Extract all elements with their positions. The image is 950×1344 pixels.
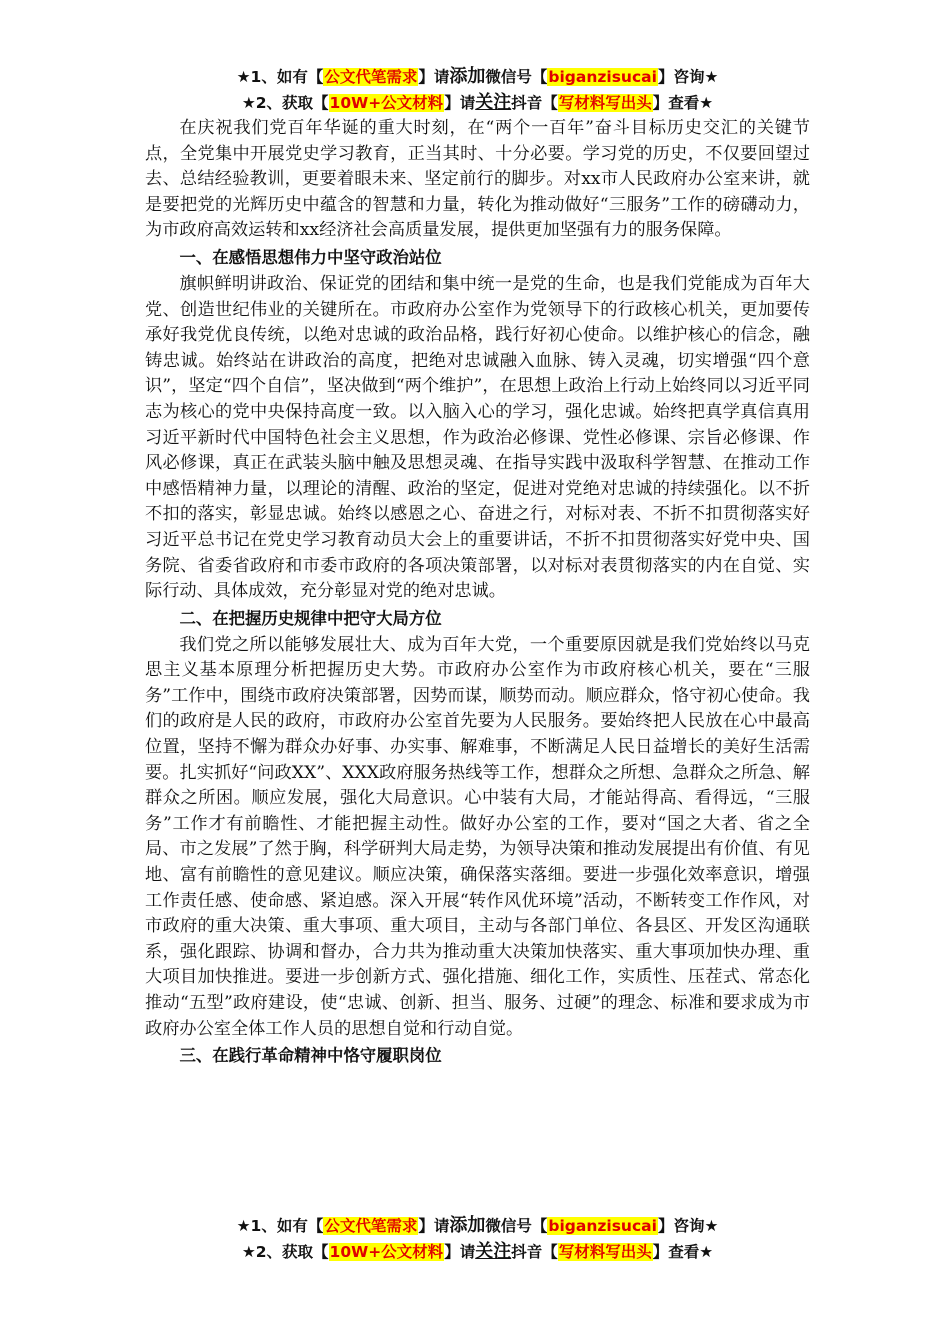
promo-text: 】咨询★	[657, 1217, 719, 1235]
promo-highlight: 10W+公文材料	[329, 94, 444, 112]
promo-emphasis: 关注	[475, 1241, 512, 1262]
promo-banner-top	[145, 64, 810, 116]
promo-text: 】请	[418, 68, 450, 86]
promo-emphasis: 添加	[449, 66, 486, 87]
promo-text: 】请	[444, 94, 476, 112]
promo-highlight: 公文代笔需求	[324, 1217, 418, 1235]
promo-emphasis: 添加	[449, 1215, 486, 1236]
promo-banner-bottom	[145, 1213, 810, 1265]
promo-text: 抖音【	[511, 1243, 558, 1261]
section-1-paragraph: 旗帜鲜明讲政治、保证党的团结和集中统一是党的生命，也是我们党能成为百年大党、创造世纪伟业的关键所在。市政府办公室作为党领导下的行政核心机关，更加要传承好我党优良传统，以绝对忠诚的政治品格，践行好初心使命。以维护核心的信念，融铸忠诚。始终站在讲政治的高度，把绝对忠诚融入血脉、铸入灵魂，切实增强“四个意识”，坚定“四个自信”，坚决做到“两个维护”，在思想上政治上行动上始终同以习近平同志为核心的党中央保持高度一致。以入脑入心的学习，强化忠诚。始终把真学真信真用习近平新时代中国特色社会主义思想，作为政治必修课、党性必修课、宗旨必修课、作风必修课，真正在武装头脑中触及思想灵魂、在指导实践中汲取科学智慧、在推动工作中感悟精神力量，以理论的清醒、政治的坚定，促进对党绝对忠诚的持续强化。以不折不扣的落实，彰显忠诚。始终以感恩之心、奋进之行，对标对表、不折不扣贯彻落实好习近平总书记在党史学习教育动员大会上的重要讲话，不折不扣贯彻落实好党中央、国务院、省委省政府和市委市政府的各项决策部署，以对标对表贯彻落实的内在自觉、实际行动、具体成效，充分彰显对党的绝对忠诚。	[145, 273, 810, 602]
promo-text: 】咨询★	[657, 68, 719, 86]
promo-wechat-id: biganzisucai	[548, 1217, 657, 1235]
promo-text: 】查看★	[652, 1243, 714, 1261]
promo-text: 抖音【	[511, 94, 558, 112]
promo-line-1	[145, 64, 810, 90]
document-page	[145, 64, 810, 1070]
intro-paragraph: 在庆祝我们党百年华诞的重大时刻，在“两个一百年”奋斗目标历史交汇的关键节点，全党集中开展党史学习教育，正当其时、十分必要。学习党的历史，不仅要回望过去、总结经验教训，更要着眼未来、坚定前行的脚步。对xx市人民政府办公室来讲，就是要把党的光辉历史中蕴含的智慧和力量，转化为推动做好“三服务”工作的磅礴动力，为市政府高效运转和xx经济社会高质量发展，提供更加坚强有力的服务保障。	[145, 118, 810, 241]
section-2-paragraph: 我们党之所以能够发展壮大、成为百年大党，一个重要原因就是我们党始终以马克思主义基本原理分析把握历史大势。市政府办公室作为市政府核心机关，要在“三服务”工作中，围绕市政府决策部署，因势而谋，顺势而动。顺应群众，恪守初心使命。我们的政府是人民的政府，市政府办公室首先要为人民服务。要始终把人民放在心中最高位置，坚持不懈为群众办好事、办实事、解难事，不断满足人民日益增长的美好生活需要。扎实抓好“问政XX”、XXX政府服务热线等工作，想群众之所想、急群众之所急、解群众之所困。顺应发展，强化大局意识。心中装有大局，才能站得高、看得远，“三服务”工作才有前瞻性、才能把握主动性。做好办公室的工作，要对“国之大者、省之全局、市之发展”了然于胸，科学研判大局走势，为领导决策和推动发展提出有价值、有见地、富有前瞻性的意见建议。顺应决策，确保落实落细。要进一步强化效率意识，增强工作责任感、使命感、紧迫感。深入开展“转作风优环境”活动，不断转变工作作风，对市政府的重大决策、重大事项、重大项目，主动与各部门单位、各县区、开发区沟通联系，强化跟踪、协调和督办，合力共为推动重大决策加快落实、重大事项加快办理、重大项目加快推进。要进一步创新方式、强化措施、细化工作，实质性、压茬式、常态化推动“五型”政府建设，使“忠诚、创新、担当、服务、过硬”的理念、标准和要求成为市政府办公室全体工作人员的思想自觉和行动自觉。	[145, 634, 810, 1039]
promo-douyin-id: 写材料写出头	[558, 94, 652, 112]
promo-line-2	[145, 90, 810, 116]
promo-line-2	[145, 1239, 810, 1265]
promo-text: ★1、如有【	[236, 68, 324, 86]
section-heading-2: 二、在把握历史规律中把守大局方位	[179, 608, 442, 628]
promo-highlight: 10W+公文材料	[329, 1243, 444, 1261]
promo-text: ★2、获取【	[241, 94, 329, 112]
promo-douyin-id: 写材料写出头	[558, 1243, 652, 1261]
promo-text: 】请	[418, 1217, 450, 1235]
promo-text: 】请	[444, 1243, 476, 1261]
promo-text: ★2、获取【	[241, 1243, 329, 1261]
promo-line-1	[145, 1213, 810, 1239]
promo-text: 微信号【	[485, 68, 548, 86]
promo-text: 】查看★	[652, 94, 714, 112]
section-heading-3: 三、在践行革命精神中恪守履职岗位	[179, 1046, 442, 1066]
promo-emphasis: 关注	[475, 92, 512, 113]
promo-text: ★1、如有【	[236, 1217, 324, 1235]
section-heading-1: 一、在感悟思想伟力中坚守政治站位	[179, 247, 442, 267]
promo-wechat-id: biganzisucai	[548, 68, 657, 86]
promo-highlight: 公文代笔需求	[324, 68, 418, 86]
promo-text: 微信号【	[485, 1217, 548, 1235]
